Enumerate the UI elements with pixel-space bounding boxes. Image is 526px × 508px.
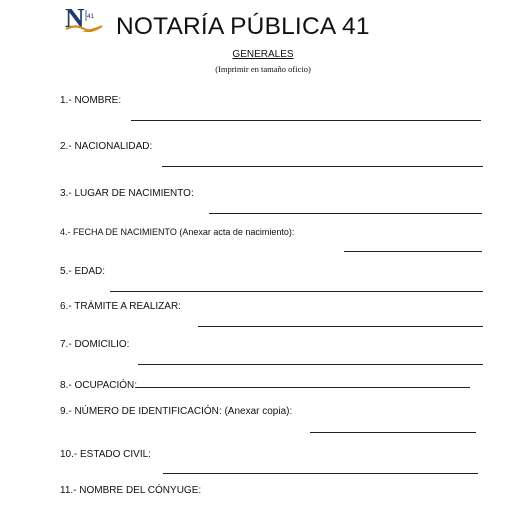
notary-logo (62, 2, 106, 36)
field-label-lugar-nacimiento: 3.- LUGAR DE NACIMIENTO: (60, 188, 194, 199)
print-note: (Imprimir en tamaño oficio) (215, 64, 311, 74)
section-subtitle: GENERALES (232, 49, 294, 60)
logo-letter: N (65, 3, 85, 33)
field-label-nombre: 1.- NOMBRE: (60, 95, 122, 106)
field-label-tramite: 6.- TRÁMITE A REALIZAR: (60, 301, 181, 312)
field-label-edad: 5.- EDAD: (60, 266, 106, 277)
field-input-nombre[interactable] (131, 120, 481, 121)
field-label-estado-civil: 10.- ESTADO CIVIL: (60, 449, 151, 460)
field-input-estado-civil[interactable] (163, 473, 478, 474)
field-label-ocupacion: 8.- OCUPACIÓN: (60, 380, 138, 391)
field-input-fecha-nacimiento[interactable] (344, 251, 482, 252)
page-title: NOTARÍA PÚBLICA 41 (116, 13, 370, 40)
logo-number: 41 (87, 13, 95, 20)
field-input-domicilio[interactable] (138, 364, 483, 365)
field-input-tramite[interactable] (198, 326, 483, 327)
field-input-nacionalidad[interactable] (162, 166, 483, 167)
field-input-identificacion[interactable] (310, 432, 476, 433)
field-label-identificacion: 9.- NÚMERO DE IDENTIFICACIÓN: (Anexar copia): (60, 406, 293, 417)
field-label-nacionalidad: 2.- NACIONALIDAD: (60, 141, 153, 152)
field-input-ocupacion[interactable] (136, 387, 470, 388)
field-label-fecha-nacimiento: 4.- FECHA DE NACIMIENTO (Anexar acta de nacimiento): (60, 227, 295, 237)
field-input-lugar-nacimiento[interactable] (209, 213, 482, 214)
field-label-conyuge: 11.- NOMBRE DEL CÓNYUGE: (60, 485, 202, 496)
field-input-edad[interactable] (110, 291, 483, 292)
field-label-domicilio: 7.- DOMICILIO: (60, 339, 130, 350)
